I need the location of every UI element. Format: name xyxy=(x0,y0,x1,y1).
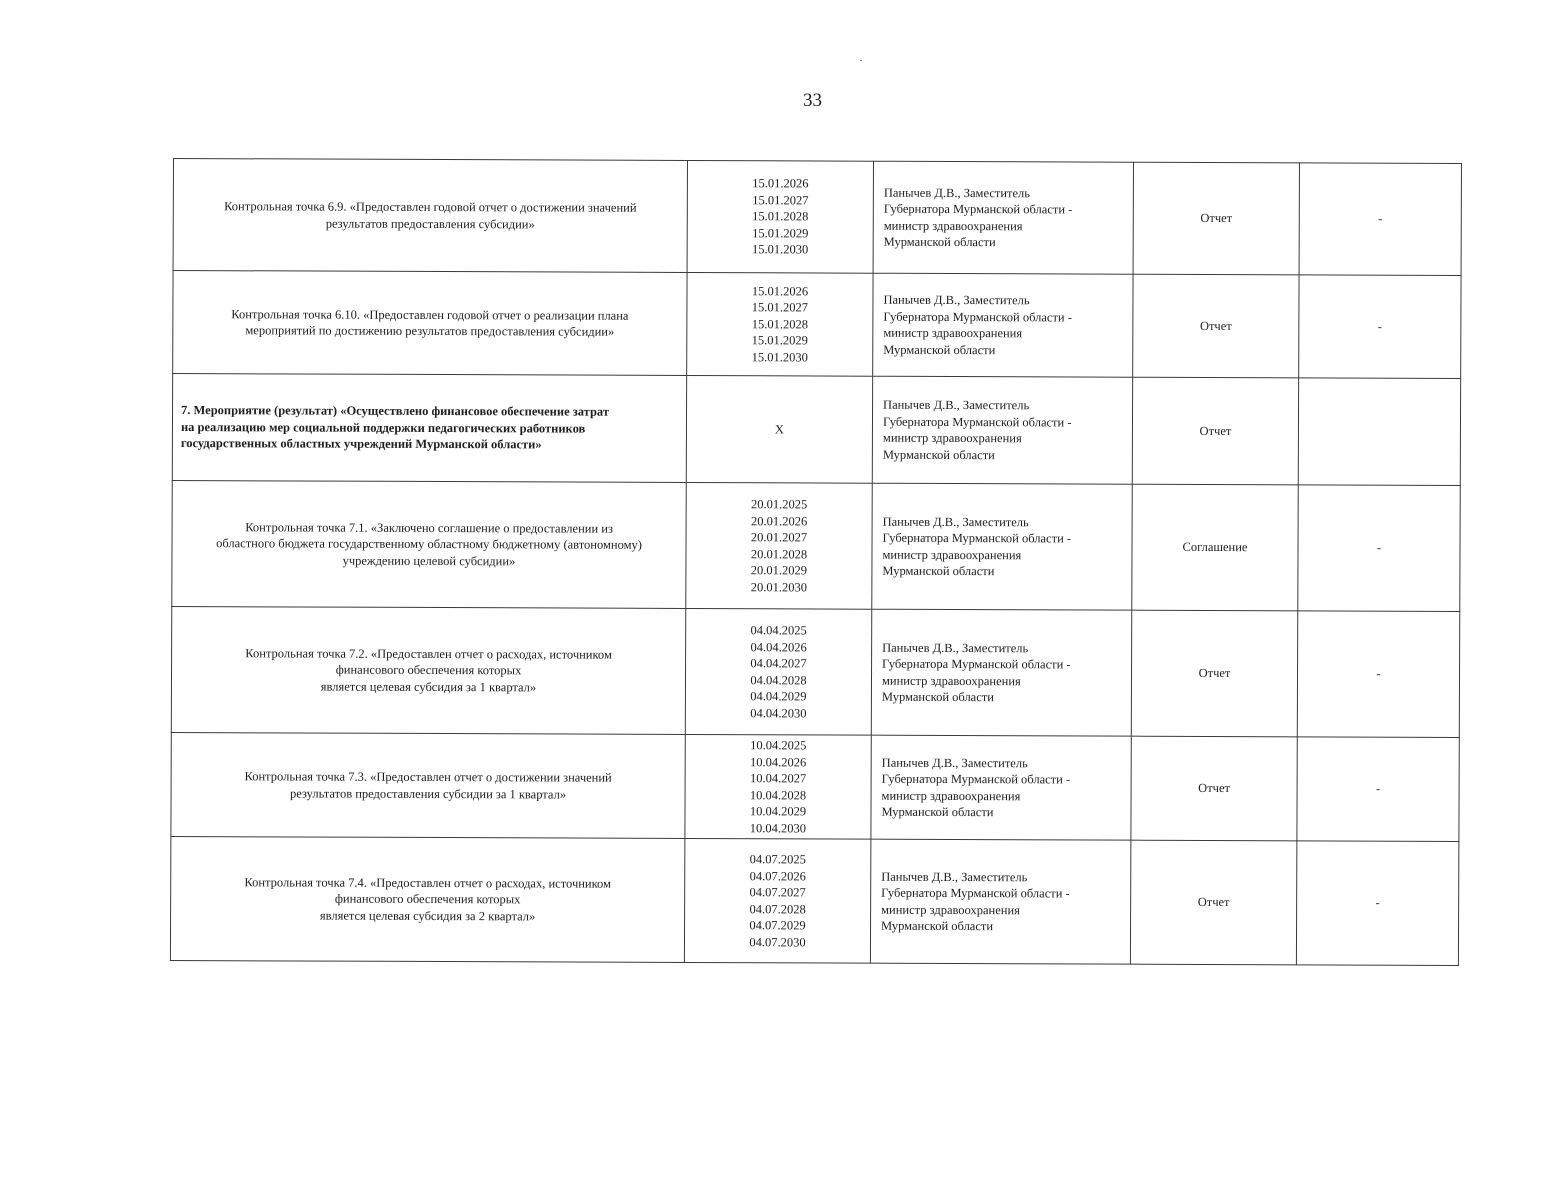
note-cell: - xyxy=(1299,275,1461,379)
date-value: 04.07.2026 xyxy=(749,868,806,883)
date-value: 04.04.2030 xyxy=(750,705,807,720)
description-cell xyxy=(173,159,687,273)
date-value: 15.01.2028 xyxy=(751,316,809,332)
table-row xyxy=(171,732,1459,841)
description-line: результатов предоставления субсидии» xyxy=(325,216,535,231)
responsible-line: Губернатора Мурманской области - xyxy=(882,530,1072,546)
date-value: 15.01.2029 xyxy=(752,225,809,241)
date-value: 15.01.2028 xyxy=(752,209,809,224)
date-value: 10.04.2026 xyxy=(750,754,807,769)
description-line: 7. Мероприятие (результат) «Осуществлено финансовое обеспечение затрат xyxy=(181,403,610,419)
responsible-line: Мурманской области xyxy=(883,342,996,357)
description-line: Контрольная точка 7.1. «Заключено соглашение о предоставлении из xyxy=(245,520,613,536)
date-value: 04.07.2028 xyxy=(749,901,806,916)
date-value: 15.01.2026 xyxy=(752,176,809,191)
date-value: 15.01.2029 xyxy=(751,333,808,348)
dates-cell xyxy=(684,838,870,963)
responsible-cell xyxy=(872,483,1132,610)
description-cell xyxy=(170,836,684,962)
document-type-cell: Отчет xyxy=(1133,274,1299,378)
date-value: 10.04.2029 xyxy=(749,804,807,819)
date-value: 04.04.2028 xyxy=(750,672,807,687)
date-value: 04.07.2029 xyxy=(749,918,806,933)
responsible-line: Губернатора Мурманской области - xyxy=(882,414,1072,429)
dates-cell xyxy=(685,608,871,735)
table-row xyxy=(171,606,1459,737)
document-type-cell: Отчет xyxy=(1131,610,1297,737)
responsible-line: Губернатора Мурманской области - xyxy=(883,309,1072,324)
responsible-line: министр здравоохранения xyxy=(882,430,1022,446)
note-cell: - xyxy=(1297,611,1459,738)
responsible-cell xyxy=(872,376,1132,484)
description-line: мероприятий по достижению результатов предоставления субсидии» xyxy=(245,323,615,339)
dates-cell xyxy=(687,160,873,273)
note-cell: - xyxy=(1297,737,1459,842)
responsible-cell xyxy=(871,735,1131,840)
note-cell: - xyxy=(1296,841,1458,966)
note-cell: - xyxy=(1298,485,1460,612)
description-cell xyxy=(171,732,685,838)
description-line: учреждению целевой субсидии» xyxy=(342,553,516,569)
responsible-line: Панычев Д.В., Заместитель xyxy=(881,755,1028,770)
responsible-line: Мурманской области xyxy=(881,918,994,934)
responsible-line: Мурманской области xyxy=(881,689,994,705)
date-value: X xyxy=(774,422,785,437)
date-value: 15.01.2030 xyxy=(751,349,808,365)
description-cell xyxy=(172,374,686,483)
date-value: 20.01.2025 xyxy=(751,497,808,512)
responsible-line: Мурманской области xyxy=(881,804,994,820)
dates-cell xyxy=(685,734,871,839)
dates-cell xyxy=(686,375,872,483)
responsible-line: министр здравоохранения xyxy=(881,788,1021,803)
responsible-line: министр здравоохранения xyxy=(882,547,1022,562)
table-row xyxy=(173,159,1461,276)
responsible-line: Панычев Д.В., Заместитель xyxy=(883,185,1031,200)
description-line: Контрольная точка 6.10. «Предоставлен годовой отчет о реализации плана xyxy=(231,306,629,323)
document-type-cell: Отчет xyxy=(1133,162,1299,275)
table-row xyxy=(172,480,1460,611)
description-line: является целевая субсидия за 1 квартал» xyxy=(320,679,537,695)
responsible-line: Губернатора Мурманской области - xyxy=(881,885,1070,901)
responsible-cell xyxy=(870,839,1130,964)
table-row xyxy=(172,374,1460,486)
description-cell xyxy=(171,606,685,734)
date-value: 04.04.2027 xyxy=(750,656,807,671)
note-cell: - xyxy=(1299,163,1461,276)
date-value: 15.01.2027 xyxy=(751,300,809,315)
description-cell xyxy=(172,480,686,608)
date-value: 20.01.2030 xyxy=(750,579,808,594)
date-value: 15.01.2026 xyxy=(751,283,809,299)
responsible-line: Губернатора Мурманской области - xyxy=(881,771,1071,787)
responsible-line: Панычев Д.В., Заместитель xyxy=(881,869,1028,884)
date-value: 20.01.2026 xyxy=(750,513,808,528)
responsible-line: Панычев Д.В., Заместитель xyxy=(882,514,1029,529)
table-body xyxy=(170,159,1461,966)
document-type-cell: Отчет xyxy=(1132,377,1298,485)
description-line: финансового обеспечения которых xyxy=(334,891,521,907)
description-line: финансового обеспечения которых xyxy=(335,662,522,678)
responsible-line: Панычев Д.В., Заместитель xyxy=(882,640,1029,655)
responsible-line: Панычев Д.В., Заместитель xyxy=(883,397,1030,413)
description-line: Контрольная точка 6.9. «Предоставлен годовой отчет о достижении значений xyxy=(224,199,637,215)
description-line: Контрольная точка 7.4. «Предоставлен отчет о расходах, источником xyxy=(244,875,612,891)
description-line: государственных областных учреждений Мурманской области» xyxy=(180,436,542,452)
dates-cell xyxy=(687,272,873,376)
date-value: 04.04.2029 xyxy=(750,689,807,704)
page-number: 33 xyxy=(803,90,822,111)
date-value: 04.07.2030 xyxy=(749,934,806,949)
responsible-line: министр здравоохранения xyxy=(883,218,1023,233)
control-points-table xyxy=(170,158,1462,966)
table-row xyxy=(173,271,1461,379)
responsible-line: министр здравоохранения xyxy=(881,673,1021,688)
responsible-line: Губернатора Мурманской области - xyxy=(883,201,1073,217)
date-value: 10.04.2025 xyxy=(750,738,807,753)
table-row xyxy=(170,836,1458,965)
date-value: 04.04.2026 xyxy=(750,639,807,654)
date-value: 10.04.2027 xyxy=(749,771,807,786)
description-line: результатов предоставления субсидии за 1 квартал» xyxy=(290,785,567,802)
description-line: Контрольная точка 7.2. «Предоставлен отчет о расходах, источником xyxy=(245,646,612,662)
document-type-cell: Соглашение xyxy=(1132,484,1298,611)
scan-speck xyxy=(860,60,862,61)
responsible-cell xyxy=(871,609,1131,736)
responsible-line: Мурманской области xyxy=(883,234,996,250)
date-value: 04.07.2027 xyxy=(749,885,806,900)
date-value: 10.04.2030 xyxy=(749,820,807,835)
date-value: 04.07.2025 xyxy=(749,852,806,867)
responsible-line: Мурманской области xyxy=(882,563,995,579)
responsible-line: Губернатора Мурманской области - xyxy=(882,656,1071,672)
responsible-line: Мурманской области xyxy=(882,447,995,462)
responsible-line: министр здравоохранения xyxy=(883,325,1023,341)
note-cell xyxy=(1298,378,1460,486)
date-value: 15.01.2027 xyxy=(752,192,809,208)
description-line: Контрольная точка 7.3. «Предоставлен отчет о достижении значений xyxy=(244,769,612,785)
description-line: на реализацию мер социальной поддержки педагогических работников xyxy=(180,419,586,436)
responsible-line: министр здравоохранения xyxy=(881,902,1020,917)
document-type-cell: Отчет xyxy=(1131,736,1297,841)
date-value: 20.01.2028 xyxy=(750,546,808,561)
date-value: 10.04.2028 xyxy=(749,787,807,802)
responsible-cell xyxy=(873,161,1133,274)
description-line: областного бюджета государственному областному бюджетному (автономному) xyxy=(216,536,642,553)
date-value: 20.01.2029 xyxy=(750,563,808,578)
responsible-cell xyxy=(873,273,1133,377)
document-type-cell: Отчет xyxy=(1130,840,1296,965)
responsible-line: Панычев Д.В., Заместитель xyxy=(883,292,1030,308)
date-value: 20.01.2027 xyxy=(750,530,808,545)
description-line: является целевая субсидия за 2 квартал» xyxy=(319,908,536,924)
date-value: 04.04.2025 xyxy=(750,623,807,638)
description-cell xyxy=(173,271,687,376)
dates-cell xyxy=(686,482,872,609)
date-value: 15.01.2030 xyxy=(752,242,809,257)
